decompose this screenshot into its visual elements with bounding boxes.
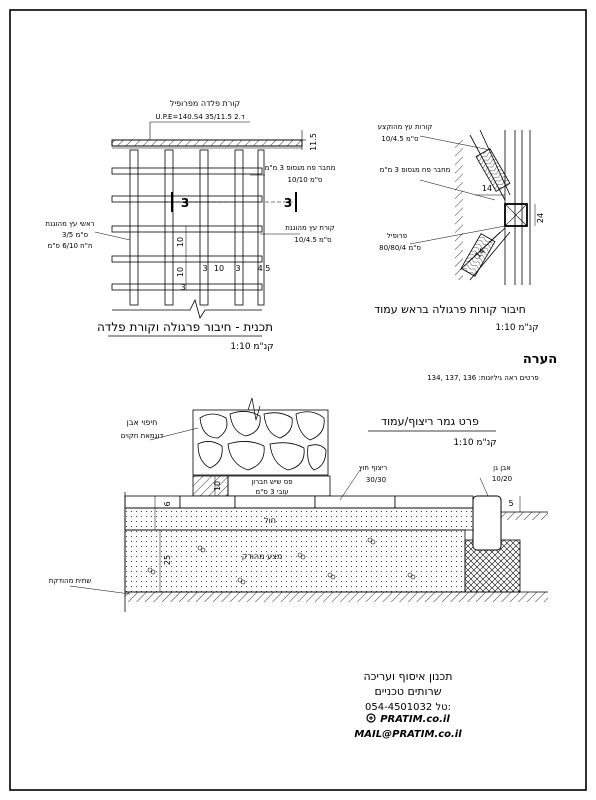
plan-title: תכנית - חיבור פרגולה וקורת פלדה <box>96 320 274 334</box>
section-plate-spec: עובי 3 ס"מ <box>255 488 289 496</box>
detail-dim-24: 24 <box>536 212 545 224</box>
note-block <box>427 352 557 382</box>
plan-dim-10b: 10 <box>176 266 185 278</box>
section-dim-5: 5 <box>508 499 514 508</box>
section-title: פרט גמר ריצוף/עמוד <box>381 415 479 428</box>
section-tile-spec: 30/30 <box>365 476 387 484</box>
plan-wood-label-3: ח"ח 6/10 ס"מ <box>47 242 93 250</box>
section-dim-10: 10 <box>213 480 222 492</box>
plan-section-mark-left: 3 <box>180 196 190 210</box>
section-dim-25: 25 <box>163 554 172 566</box>
plan-connector-label: מחבר פח מגסופ 3 מ"מ <box>264 164 336 172</box>
section-stone-spec: דוגמאת חקוים <box>120 432 164 440</box>
section-scale: קנ"מ 1:10 <box>453 438 497 448</box>
company-brand: PRATIM.co.il <box>380 714 450 725</box>
plan-dim-10a: 10 <box>176 236 185 248</box>
plan-section-mark-right: 3 <box>283 196 293 210</box>
plan-connector-spec: ס"מ 10/10 <box>287 176 323 184</box>
company-line1: תכנון איסוף ועריכה <box>363 670 453 683</box>
detail-label-1: קורות עץ מהוקצע <box>377 123 433 131</box>
plan-drawing <box>95 122 306 318</box>
detail-drawing <box>410 130 535 285</box>
detail-label-3: פרופיל <box>386 232 408 240</box>
section-dim-6: 6 <box>163 501 172 507</box>
section-soil-label: שתית מהודקת <box>48 577 92 585</box>
detail-label-1-spec: ס"מ 10/4.5 <box>381 135 419 143</box>
section-tile-label: ריצוף חוץ <box>358 464 388 472</box>
section-base-label: מצע מהודק <box>241 552 283 561</box>
plan-dim-3a: 3 <box>180 283 186 292</box>
plan-dim-3b: 3 <box>202 264 208 273</box>
plan-scale: קנ"מ 1:10 <box>230 342 274 352</box>
plan-beam2-label: קורת עץ מהוגנת <box>285 224 335 232</box>
detail-label-2: מחבר פח מגסופ 3 מ"מ <box>379 166 451 174</box>
section-stone-label: חיפוי אבן <box>126 418 158 427</box>
plan-wood-label-2: ס"מ 3/5 <box>61 231 89 239</box>
company-mail: MAIL@PRATIM.co.il <box>354 729 462 740</box>
plan-wood-label-1: ראשי עץ מהוגנת <box>45 220 95 228</box>
note-text: פרטים ראה גיליונות: 136 ,137 ,134 <box>427 374 539 382</box>
plan-dim-top: 11.5 <box>309 133 318 151</box>
sheet-border <box>10 10 586 790</box>
section-curb-spec: 10/20 <box>491 475 513 483</box>
detail-scale: קנ"מ 1:10 <box>495 323 539 333</box>
note-title: הערה <box>522 352 558 367</box>
plan-beam-spec: U.P.E=140.S4 ד.2 35/11.5 <box>155 113 245 121</box>
detail-label-3-spec: ס"מ 80/80/4 <box>379 244 421 252</box>
plan-dim-10c: 10 <box>213 264 225 273</box>
company-phone: 054-4501032 טל: <box>365 702 451 713</box>
plan-dim-45: 4.5 <box>257 264 271 273</box>
plan-beam2-spec: ס"מ 10/4.5 <box>294 236 332 244</box>
plan-dim-3c: 3 <box>235 264 241 273</box>
pratim-logo-icon <box>367 714 375 722</box>
company-line2: שרותים טכניים <box>374 685 442 698</box>
section-curb-label: אבן גן <box>493 464 511 472</box>
section-drawing <box>70 398 548 612</box>
plan-beam-label: קורת פלדה מפרופיל <box>169 99 241 108</box>
detail-title: חיבור קורות פרגולה בראש עמוד <box>374 303 526 316</box>
plan-labels <box>45 99 335 352</box>
detail-dim-14a: 14 <box>481 184 493 193</box>
section-sand-label: חול <box>264 516 276 525</box>
section-plate-label: פס שיש חברון <box>251 478 293 486</box>
detail-dim-14b: 14 <box>473 246 488 261</box>
company-block <box>354 670 462 740</box>
